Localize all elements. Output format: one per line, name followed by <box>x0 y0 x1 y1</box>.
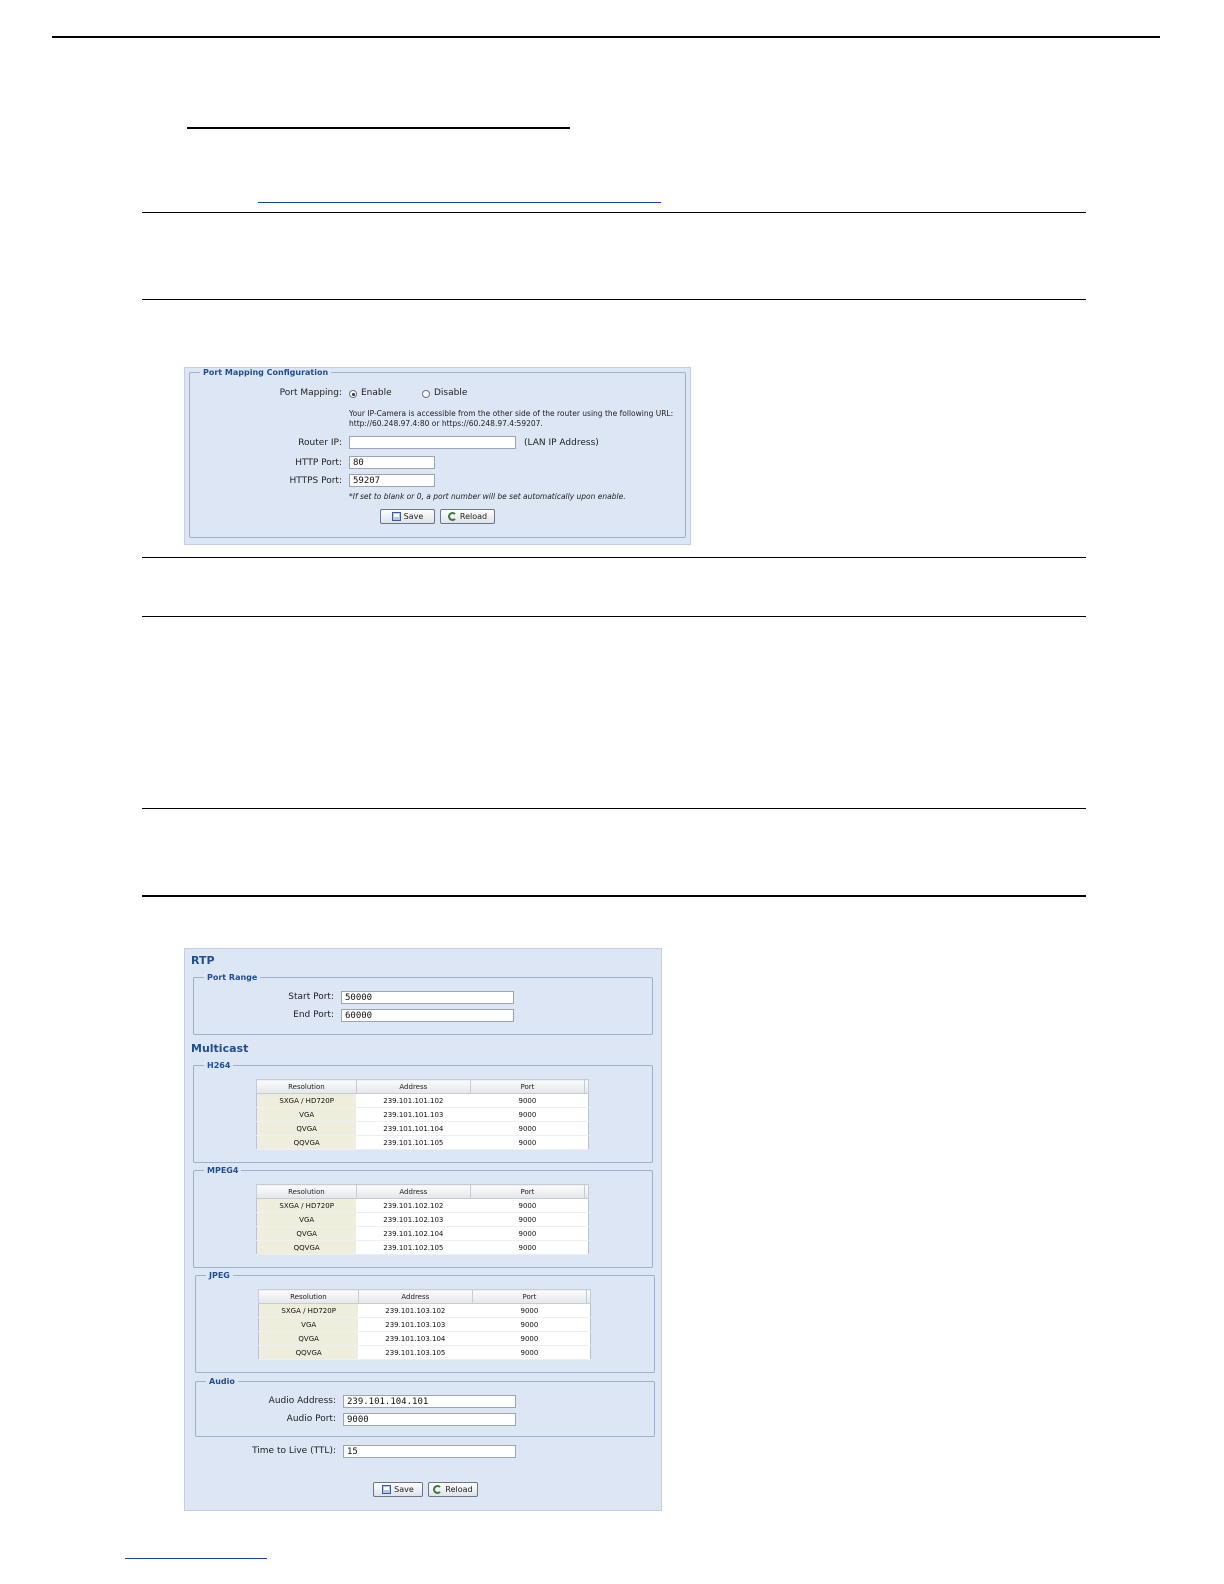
lan-ip-note: (LAN IP Address) <box>524 438 599 448</box>
start-port-label: Start Port: <box>288 992 334 1002</box>
spacer-cell <box>585 1227 589 1241</box>
reload-icon <box>433 1485 442 1494</box>
jpeg-table <box>258 1289 591 1360</box>
disable-radio[interactable] <box>422 390 430 398</box>
port-cell: 9000 <box>470 1122 584 1136</box>
address-cell: 239.101.103.105 <box>358 1346 472 1360</box>
hyperlink-underline[interactable] <box>258 202 661 203</box>
rtp-reload-button-label: Reload <box>445 1485 473 1494</box>
resolution-cell: QVGA <box>257 1122 357 1136</box>
port-mapping-legend: Port Mapping Configuration <box>203 368 329 377</box>
ttl-label: Time to Live (TTL): <box>252 1446 336 1456</box>
address-cell: 239.101.102.105 <box>356 1241 470 1255</box>
table-header-row <box>257 1185 589 1199</box>
port-cell: 9000 <box>470 1136 584 1150</box>
ttl-input[interactable]: 15 <box>343 1445 516 1458</box>
table-header-row <box>259 1290 591 1304</box>
address-cell: 239.101.103.104 <box>358 1332 472 1346</box>
table-row <box>257 1094 589 1108</box>
rtp-reload-button[interactable] <box>428 1482 478 1497</box>
port-cell: 9000 <box>470 1241 584 1255</box>
router-ip-input[interactable] <box>349 436 516 449</box>
address-cell: 239.101.101.105 <box>356 1136 470 1150</box>
mpeg4-table <box>256 1184 589 1255</box>
reload-icon <box>448 512 457 521</box>
table-row <box>259 1304 591 1318</box>
mpeg4-legend: MPEG4 <box>207 1166 239 1175</box>
port-cell: 9000 <box>472 1332 586 1346</box>
rtp-save-button-label: Save <box>394 1485 414 1494</box>
access-info-line2: http://60.248.97.4:80 or https://60.248.97.4:59207. <box>349 419 543 428</box>
column-header-spacer <box>585 1080 589 1094</box>
address-cell: 239.101.102.104 <box>356 1227 470 1241</box>
reload-button-label: Reload <box>459 512 488 521</box>
table-row <box>257 1108 589 1122</box>
rtp-title: RTP <box>191 954 215 967</box>
spacer-cell <box>585 1094 589 1108</box>
save-icon <box>392 512 401 521</box>
column-header-port: Port <box>470 1080 584 1094</box>
table-rule-6 <box>142 895 1086 897</box>
table-rule-4 <box>142 616 1086 617</box>
audio-legend: Audio <box>209 1377 235 1386</box>
address-cell: 239.101.103.103 <box>358 1318 472 1332</box>
address-cell: 239.101.103.102 <box>358 1304 472 1318</box>
port-mapping-panel <box>184 367 691 545</box>
auto-port-note: *If set to blank or 0, a port number will be set automatically upon enable. <box>349 492 626 501</box>
address-cell: 239.101.101.103 <box>356 1108 470 1122</box>
address-cell: 239.101.102.103 <box>356 1213 470 1227</box>
router-ip-label: Router IP: <box>298 438 342 448</box>
start-port-input[interactable]: 50000 <box>341 991 514 1004</box>
resolution-cell: SXGA / HD720P <box>257 1094 357 1108</box>
resolution-cell: VGA <box>257 1213 357 1227</box>
resolution-cell: SXGA / HD720P <box>257 1199 357 1213</box>
reload-button[interactable] <box>440 509 495 524</box>
save-button-label: Save <box>403 512 424 521</box>
http-port-label: HTTP Port: <box>295 458 342 468</box>
column-header-spacer <box>587 1290 591 1304</box>
audio-port-input[interactable]: 9000 <box>343 1413 516 1426</box>
audio-address-input[interactable]: 239.101.104.101 <box>343 1395 516 1408</box>
table-rule-3 <box>142 557 1086 558</box>
header-rule <box>52 36 1160 38</box>
column-header-port: Port <box>472 1290 586 1304</box>
column-header-resolution: Resolution <box>257 1080 357 1094</box>
enable-radio[interactable] <box>349 390 357 398</box>
spacer-cell <box>585 1199 589 1213</box>
resolution-cell: QQVGA <box>259 1346 359 1360</box>
port-cell: 9000 <box>470 1199 584 1213</box>
spacer-cell <box>587 1318 591 1332</box>
table-rule-2 <box>142 299 1086 300</box>
column-header-port: Port <box>470 1185 584 1199</box>
spacer-cell <box>585 1241 589 1255</box>
h264-table <box>256 1079 589 1150</box>
rtp-save-button[interactable] <box>373 1482 423 1497</box>
resolution-cell: QQVGA <box>257 1136 357 1150</box>
enable-label[interactable]: Enable <box>361 388 392 398</box>
rtp-panel <box>184 948 662 1511</box>
address-cell: 239.101.101.102 <box>356 1094 470 1108</box>
table-row <box>259 1346 591 1360</box>
resolution-cell: SXGA / HD720P <box>259 1304 359 1318</box>
table-row <box>257 1241 589 1255</box>
port-cell: 9000 <box>472 1304 586 1318</box>
table-header-row <box>257 1080 589 1094</box>
table-row <box>257 1199 589 1213</box>
resolution-cell: VGA <box>257 1108 357 1122</box>
spacer-cell <box>585 1213 589 1227</box>
port-cell: 9000 <box>470 1213 584 1227</box>
resolution-cell: QVGA <box>259 1332 359 1346</box>
spacer-cell <box>585 1136 589 1150</box>
https-port-input[interactable]: 59207 <box>349 474 435 487</box>
save-button[interactable] <box>380 509 435 524</box>
table-row <box>259 1332 591 1346</box>
multicast-title: Multicast <box>191 1042 249 1055</box>
heading-underline <box>187 127 570 129</box>
port-cell: 9000 <box>472 1318 586 1332</box>
https-port-label: HTTPS Port: <box>289 476 342 486</box>
spacer-cell <box>587 1346 591 1360</box>
http-port-input[interactable]: 80 <box>349 456 435 469</box>
resolution-cell: QQVGA <box>257 1241 357 1255</box>
table-row <box>257 1227 589 1241</box>
table-rule-1 <box>142 212 1086 213</box>
port-range-legend: Port Range <box>207 973 258 982</box>
table-row <box>257 1122 589 1136</box>
column-header-resolution: Resolution <box>257 1185 357 1199</box>
end-port-label: End Port: <box>293 1010 334 1020</box>
column-header-address: Address <box>358 1290 472 1304</box>
spacer-cell <box>587 1332 591 1346</box>
resolution-cell: QVGA <box>257 1227 357 1241</box>
footnote-link-underline[interactable] <box>125 1558 267 1559</box>
audio-port-label: Audio Port: <box>286 1414 336 1424</box>
table-row <box>259 1318 591 1332</box>
audio-address-label: Audio Address: <box>268 1396 336 1406</box>
save-icon <box>382 1485 391 1494</box>
spacer-cell <box>585 1122 589 1136</box>
column-header-address: Address <box>356 1080 470 1094</box>
port-cell: 9000 <box>470 1094 584 1108</box>
h264-legend: H264 <box>207 1061 231 1070</box>
address-cell: 239.101.101.104 <box>356 1122 470 1136</box>
port-cell: 9000 <box>470 1227 584 1241</box>
port-range-fieldset <box>193 973 653 1035</box>
port-mapping-label: Port Mapping: <box>279 388 342 398</box>
end-port-input[interactable]: 60000 <box>341 1009 514 1022</box>
column-header-spacer <box>585 1185 589 1199</box>
port-cell: 9000 <box>470 1108 584 1122</box>
spacer-cell <box>585 1108 589 1122</box>
access-info-line1: Your IP-Camera is accessible from the other side of the router using the following URL: <box>349 409 674 418</box>
disable-label[interactable]: Disable <box>434 388 468 398</box>
column-header-resolution: Resolution <box>259 1290 359 1304</box>
table-rule-5 <box>142 808 1086 809</box>
table-row <box>257 1136 589 1150</box>
resolution-cell: VGA <box>259 1318 359 1332</box>
table-row <box>257 1213 589 1227</box>
spacer-cell <box>587 1304 591 1318</box>
jpeg-legend: JPEG <box>209 1271 230 1280</box>
port-cell: 9000 <box>472 1346 586 1360</box>
address-cell: 239.101.102.102 <box>356 1199 470 1213</box>
column-header-address: Address <box>356 1185 470 1199</box>
